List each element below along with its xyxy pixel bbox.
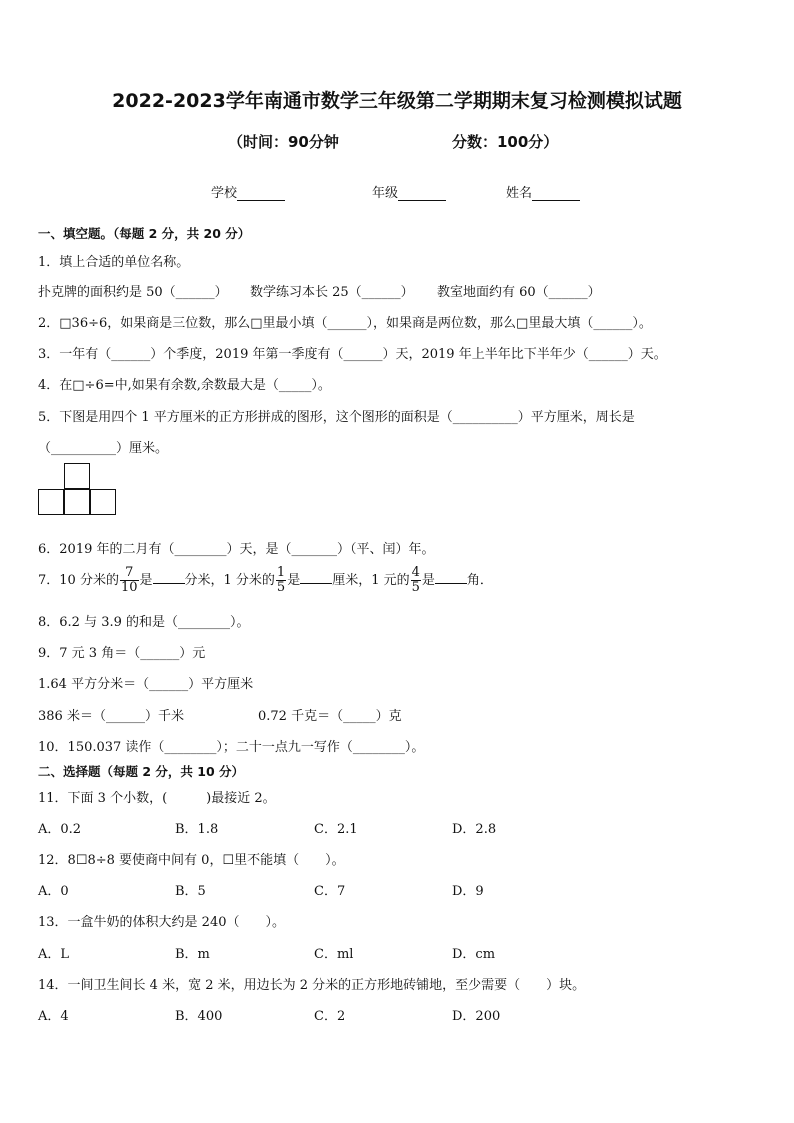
- q14-option-d: D．200: [452, 1009, 501, 1024]
- q13-option-a: A．L: [38, 947, 70, 962]
- question-2: 2．□36÷6，如果商是三位数，那么□里最小填（______），如果商是两位数，那么□里最大填（______）。: [38, 316, 652, 331]
- question-1c: 教室地面约有 60（______）: [437, 285, 601, 300]
- grade-blank: [398, 186, 446, 201]
- question-6: 6．2019 年的二月有（________）天，是（_______）（平、闰）年。: [38, 542, 435, 557]
- question-8: 8．6.2 与 3.9 的和是（________）。: [38, 615, 250, 630]
- question-9a: 9．7 元 3 角＝（______）元: [38, 646, 206, 661]
- fraction-numerator: 4: [411, 565, 420, 580]
- name-field: [506, 182, 580, 201]
- q7-text-2: 是: [139, 573, 153, 588]
- question-5-line1: 5．下图是用四个 1 平方厘米的正方形拼成的图形，这个图形的面积是（__________）平方厘米，周长是: [38, 410, 635, 425]
- name-label: 姓名: [506, 186, 533, 201]
- q11-option-b: B．1.8: [175, 822, 219, 837]
- q11-option-d: D．2.8: [452, 822, 497, 837]
- school-field: [211, 182, 285, 201]
- question-1a: 扑克牌的面积约是 50（______）: [38, 285, 228, 300]
- question-9d: 0.72 千克＝（_____）克: [258, 709, 402, 724]
- question-10: 10．150.037 读作（________）；二十一点九一写作（________）。: [38, 740, 425, 755]
- q7-text-1: 7．10 分米的: [38, 573, 119, 588]
- section-2-heading: 二、选择题（每题 2 分，共 10 分）: [38, 764, 245, 779]
- fraction-numerator: 7: [120, 566, 139, 581]
- question-7: [38, 566, 493, 595]
- q12-option-b: B．5: [175, 884, 206, 899]
- square-bottom-left: [38, 489, 64, 515]
- question-9c: 386 米＝（______）千米: [38, 709, 184, 724]
- question-9b: 1.64 平方分米＝（______）平方厘米: [38, 677, 254, 692]
- q14-option-b: B．400: [175, 1009, 223, 1024]
- q7-text-6: 是: [421, 573, 435, 588]
- question-4: 4．在□÷6=中,如果有余数,余数最大是（_____）。: [38, 378, 331, 393]
- answer-blank: [435, 571, 467, 584]
- exam-title: 2022-2023学年南通市数学三年级第二学期期末复习检测模拟试题: [112, 90, 682, 112]
- fraction-denominator: 5: [411, 580, 420, 595]
- q7-text-5: 厘米，1 元的: [332, 573, 410, 588]
- q11-option-c: C．2.1: [314, 822, 358, 837]
- fraction-1-5: [276, 566, 286, 595]
- q7-text-7: 角．: [466, 573, 493, 588]
- school-label: 学校: [211, 186, 238, 201]
- q13-option-c: C．ml: [314, 947, 354, 962]
- question-11: 11．下面 3 个小数，( )最接近 2。: [38, 791, 276, 806]
- fraction-numerator: 1: [276, 565, 286, 580]
- time-label: （时间：90分钟: [228, 133, 339, 151]
- q11-option-a: A．0.2: [38, 822, 82, 837]
- square-bottom-middle: [64, 489, 90, 515]
- answer-blank: [153, 571, 185, 584]
- school-blank: [237, 186, 285, 201]
- question-14: 14．一间卫生间长 4 米，宽 2 米，用边长为 2 分米的正方形地砖铺地，至少需要（ ）块。: [38, 978, 586, 993]
- grade-field: [372, 182, 446, 201]
- q12-option-c: C．7: [314, 884, 346, 899]
- q12-option-d: D．9: [452, 884, 484, 899]
- question-1b: 数学练习本长 25（______）: [250, 285, 414, 300]
- name-blank: [532, 186, 580, 201]
- question-13: 13．一盒牛奶的体积大约是 240（ ）。: [38, 915, 285, 930]
- question-1: 1．填上合适的单位名称。: [38, 255, 190, 270]
- q14-option-c: C．2: [314, 1009, 346, 1024]
- score-label: 分数：100分）: [452, 133, 559, 151]
- q12-option-a: A．0: [38, 884, 69, 899]
- square-bottom-right: [90, 489, 116, 515]
- fraction-4-5: [411, 566, 421, 595]
- fraction-7-10: [120, 566, 139, 595]
- grade-label: 年级: [372, 186, 399, 201]
- fraction-denominator: 5: [276, 580, 286, 595]
- q14-option-a: A．4: [38, 1009, 69, 1024]
- q13-option-b: B．m: [175, 947, 210, 962]
- answer-blank: [300, 571, 332, 584]
- section-1-heading: 一、填空题。（每题 2 分，共 20 分）: [38, 226, 251, 241]
- square-top: [64, 463, 90, 489]
- question-12: 12．8☐8÷8 要使商中间有 0，☐里不能填（ ）。: [38, 853, 345, 868]
- q7-text-3: 分米，1 分米的: [184, 573, 275, 588]
- fraction-denominator: 10: [120, 580, 138, 595]
- question-5-line2: （__________）厘米。: [38, 441, 169, 456]
- q13-option-d: D．cm: [452, 947, 496, 962]
- question-3: 3．一年有（______）个季度，2019 年第一季度有（______）天，2019 年上半年比下半年少（______）天。: [38, 347, 667, 362]
- q7-text-4: 是: [287, 573, 301, 588]
